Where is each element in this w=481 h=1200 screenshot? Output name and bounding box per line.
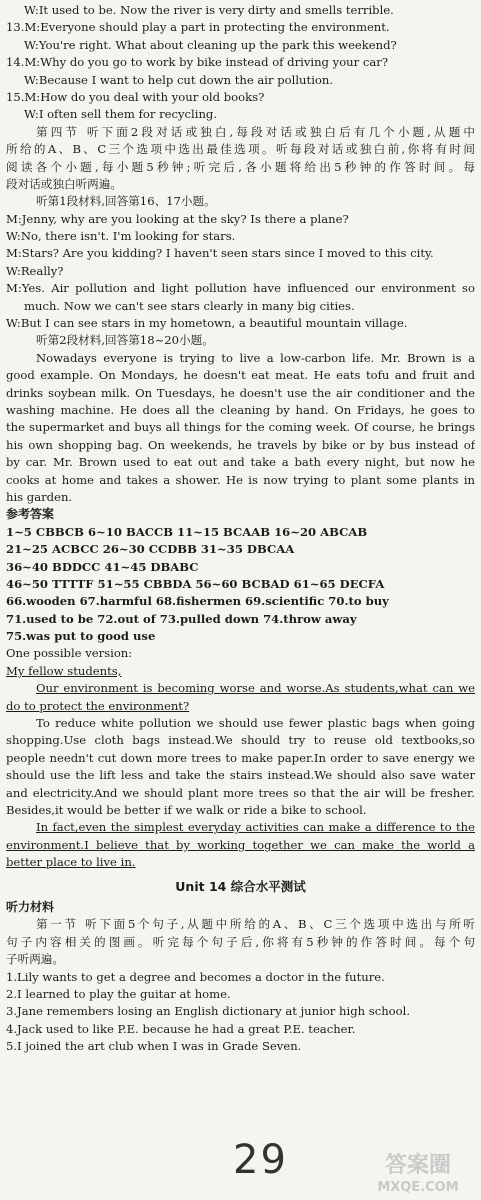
text-line: and electricity.And we should plant more trees so that the air will be fresher. <box>6 785 475 800</box>
text-line: 71.used to be 72.out of 73.pulled down 74.throw away <box>6 611 357 626</box>
text-line: 4.Jack used to like P.E. because he had a great P.E. teacher. <box>6 1021 356 1036</box>
text-line: One possible version: <box>6 646 133 661</box>
text-line: 子听两遍。 <box>6 952 64 967</box>
text-line: by car. Mr. Brown used to eat out and take a bath every night, but now he <box>6 455 475 470</box>
page-number: 29 <box>233 1137 288 1183</box>
watermark-logo <box>359 1146 477 1196</box>
text-line: 21~25 ACBCC 26~30 CCDBB 31~35 DBCAA <box>6 542 295 557</box>
text-line: 1~5 CBBCB 6~10 BACCB 11~15 BCAAB 16~20 ABCAB <box>6 524 368 539</box>
text-line: Besides,it would be better if we walk or ride a bike to school. <box>6 802 367 817</box>
text-line: 第四节 听下面2段对话或独白,每段对话或独白后有几个小题,从题中 <box>36 124 475 139</box>
text-line: W:You're right. What about cleaning up the park this weekend? <box>24 37 397 52</box>
text-line: 句子内容相关的图画。听完每个句子后,你将有5秒钟的作答时间。每个句 <box>6 934 475 949</box>
unit-heading: Unit 14 综合水平测试 <box>175 878 306 894</box>
text-line: 2.I learned to play the guitar at home. <box>6 986 231 1001</box>
text-line: 参考答案 <box>6 507 55 522</box>
text-line: better place to live in. <box>6 855 136 870</box>
text-line: W:It used to be. Now the river is very dirty and smells terrible. <box>24 3 394 17</box>
section-unit14-listening <box>6 899 475 1056</box>
text-line: W:No, there isn't. I'm looking for stars. <box>6 229 236 244</box>
text-line: To reduce white pollution we should use fewer plastic bags when going <box>36 716 475 731</box>
section-listening-answers <box>6 2 475 872</box>
text-line: M:Jenny, why are you looking at the sky? Is there a plane? <box>6 211 349 226</box>
text-line: good example. On Mondays, he doesn't eat meat. He eats tofu and fruit and <box>6 368 475 383</box>
text-line: 所给的A、B、C三个选项中选出最佳选项。听每段对话或独白前,你将有时间 <box>6 142 475 157</box>
text-line: drinks soybean milk. On Tuesdays, he doesn't use the air conditioner and the <box>6 385 475 400</box>
text-line: shopping.Use cloth bags instead.We should try to reuse old textbooks,so <box>6 733 475 748</box>
text-line: W:Because I want to help cut down the air pollution. <box>24 72 334 87</box>
text-line: 5.I joined the art club when I was in Grade Seven. <box>6 1039 302 1054</box>
text-line: 听力材料 <box>6 899 55 914</box>
text-line: 听第2段材料,回答第18~20小题。 <box>36 333 214 348</box>
text-line: M:Stars? Are you kidding? I haven't seen stars since I moved to this city. <box>6 246 434 261</box>
text-line: W:But I can see stars in my hometown, a beautiful mountain village. <box>6 316 408 331</box>
text-line: Nowadays everyone is trying to live a low-carbon life. Mr. Brown is a <box>36 350 475 365</box>
text-line: 段对话或独白听两遍。 <box>6 176 122 191</box>
text-line: 14.M:Why do you go to work by bike instead of driving your car? <box>6 55 389 70</box>
text-line: 3.Jane remembers losing an English dictionary at junior high school. <box>6 1004 411 1019</box>
document-page <box>6 2 475 1055</box>
text-line: W:Really? <box>6 263 64 278</box>
text-line: washing machine. He does all the cleaning by hand. On Fridays, he goes to <box>6 402 475 417</box>
text-line: W:I often sell them for recycling. <box>24 107 218 122</box>
text-line: 66.wooden 67.harmful 68.fishermen 69.scientific 70.to buy <box>6 594 389 609</box>
text-line: people needn't cut down more trees to make paper.In order to save energy we <box>6 750 475 765</box>
text-line: 1.Lily wants to get a degree and becomes a doctor in the future. <box>6 969 385 984</box>
text-line: M:Yes. Air pollution and light pollution have influenced our environment so <box>6 281 475 296</box>
text-line: his own shopping bag. On weekends, he travels by bike or by bus instead of <box>6 437 475 452</box>
text-line: his garden. <box>6 489 73 504</box>
text-line: do to protect the environment? <box>6 698 190 713</box>
watermark-text-bottom: MXQE.COM <box>377 1180 459 1195</box>
text-line: 阅读各个小题,每小题5秒钟;听完后,各小题将给出5秒钟的作答时间。每 <box>6 159 475 174</box>
watermark-text-top: 答案圈 <box>384 1153 452 1178</box>
text-line: 第一节 听下面5个句子,从题中所给的A、B、C三个选项中选出与所听 <box>36 917 475 932</box>
text-line: Our environment is becoming worse and worse.As students,what can we <box>36 681 475 696</box>
text-line: environment.I believe that by working together we can make the world a <box>6 837 475 852</box>
text-line: 36~40 BDDCC 41~45 DBABC <box>6 559 199 574</box>
text-line: cooks at home and takes a shower. He is now trying to plant some plants in <box>6 472 475 487</box>
text-line: 46~50 TTTTF 51~55 CBBDA 56~60 BCBAD 61~65 DECFA <box>6 576 385 591</box>
text-line: My fellow students, <box>6 663 122 678</box>
text-line: 听第1段材料,回答第16、17小题。 <box>36 194 216 209</box>
text-line: should use the lift less and take the stairs instead.We should also save water <box>6 768 475 783</box>
text-line: In fact,even the simplest everyday activities can make a difference to the <box>36 820 475 835</box>
text-line: 75.was put to good use <box>6 629 156 644</box>
text-line: 13.M:Everyone should play a part in protecting the environment. <box>6 20 390 35</box>
text-line: much. Now we can't see stars clearly in many big cities. <box>24 298 355 313</box>
text-line: the supermarket and buys all things for the coming week. Of course, he brings <box>6 420 475 435</box>
text-line: 15.M:How do you deal with your old books? <box>6 89 265 104</box>
